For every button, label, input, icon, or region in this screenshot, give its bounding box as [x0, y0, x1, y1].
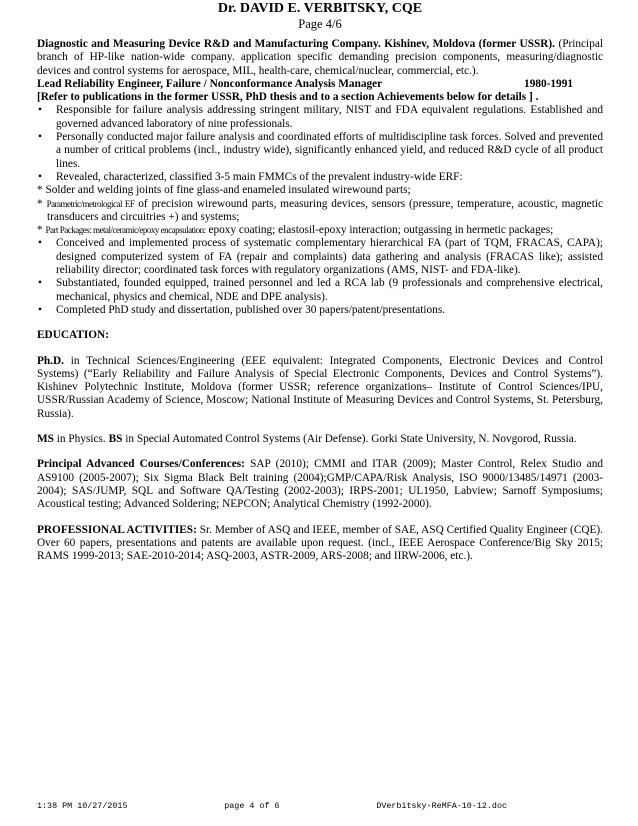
bs-text: in Special Automated Control Systems (Air Defense). Gorki State University, N. Novgorod, Russia. [122, 433, 577, 446]
ms-text: in Physics. [53, 433, 109, 446]
professional-paragraph [37, 524, 603, 564]
list-item [37, 171, 603, 184]
spacer [37, 317, 603, 329]
courses-label: Principal Advanced Courses/Conferences: [37, 458, 245, 471]
job-title: Lead Reliability Engineer, Failure / Nonconformance Analysis Manager [37, 77, 383, 90]
employer-name: Diagnostic and Measuring Device R&D and Manufacturing Company. Kishinev, Moldova (former USSR). [37, 38, 556, 50]
employer-paragraph [37, 38, 603, 78]
courses-paragraph [37, 458, 603, 511]
footer-timestamp: 1:38 PM 10/27/2015 [37, 801, 128, 811]
star-label: Parametric/metrological EF [46, 198, 135, 209]
bullet-icon: • [38, 237, 42, 250]
bullet-icon: • [38, 131, 42, 144]
star-text: epoxy coating; elastosil-epoxy interaction; outgassing in hermetic packages; [205, 224, 554, 237]
spacer [37, 446, 603, 458]
ms-label: MS [37, 433, 54, 446]
phd-text: in Technical Sciences/Engineering (EEE equivalent: Integrated Components, Electronic Devices and Control Systems) (“Early Reliability and Failure Analysis of Special Electronic Components, Devices and Control Systems”). Kishinev Polytechnic Institute, Moldova (former USSR; reference organizations– Institute of Control Sciences/IPU, USSR/Russian Academy of Science, Moscow; National Institute of Measuring Devices and Control Systems, St. Petersburg, Russia). [37, 354, 603, 420]
bullet-icon: • [38, 170, 42, 183]
list-item-text: Responsible for failure analysis addressing stringent military, NIST and FDA equivalent regulations. Established and governed advanced laboratory of nine professionals. [56, 104, 603, 130]
footer-filename: DVerbitsky-ReMFA-10-12.doc [376, 801, 507, 811]
list-item [37, 131, 603, 171]
star-text: of precision wirewound parts, measuring devices, sensors (pressure, temperature, acoustic, magnetic transducers and circuitries +) and systems; [47, 197, 603, 223]
employer-description: (Principal branch of HP-like nation-wide company. application specific demanding precision components, measuring/diagnostic devices and control systems for aerospace, MIL, health-care, chemical/nuclear, commercial, etc.). [37, 38, 603, 77]
spacer [37, 512, 603, 524]
job-title-row [37, 78, 603, 91]
duties-list-a [37, 104, 603, 184]
star-label: Part Packages: metal/ceramic/epoxy encapsulation: [45, 225, 206, 236]
list-item [37, 237, 603, 277]
star-text: Solder and welding joints of fine glass-and enameled insulated wirewound parts; [45, 184, 411, 197]
star-prefix: * [37, 184, 46, 197]
professional-label: PROFESSIONAL ACTIVITIES: [37, 523, 197, 536]
education-heading: EDUCATION: [37, 329, 109, 342]
bullet-icon: • [38, 303, 42, 316]
star-prefix: * [37, 197, 47, 210]
footer-page: page 4 of 6 [224, 801, 280, 811]
bullet-icon: • [38, 104, 42, 117]
list-item [37, 277, 603, 304]
star-item [37, 184, 603, 197]
job-years: 1980-1991 [524, 77, 573, 90]
list-item-text: Revealed, characterized, classified 3-5 main FMMCs of the prevalent industry-wide ERF: [56, 170, 463, 183]
bs-label: BS [108, 433, 123, 446]
spacer [37, 421, 603, 433]
page-header-title: Dr. DAVID E. VERBITSKY, CQE [217, 1, 423, 16]
list-item-text: Personally conducted major failure analysis and coordinated efforts of multidiscipline task forces. Solved and prevented a number of critical problems (incl., industry wide), significantly enhanced yield, and reduced R&D cycle of all product lines. [56, 131, 603, 170]
list-item-text: Completed PhD study and dissertation, published over 30 papers/patent/presentations. [56, 303, 446, 316]
list-item-text: Substantiated, founded equipped, trained personnel and led a RCA lab (9 professionals and comprehensive electrical, mechanical, physics and chemical, NDE and DPE analysis). [56, 277, 603, 303]
bullet-icon: • [38, 277, 42, 290]
star-item [37, 198, 603, 225]
phd-label: Ph.D. [37, 354, 64, 367]
star-prefix: * [37, 224, 46, 237]
phd-paragraph [37, 355, 603, 421]
duties-list-b [37, 237, 603, 317]
page-number: Page 4/6 [298, 17, 342, 31]
refer-note: [Refer to publications in the former USSR, PhD thesis and to a section Achievements below for details ] . [37, 91, 539, 104]
page-footer [37, 801, 507, 811]
star-item [37, 224, 603, 237]
resume-body [37, 38, 603, 563]
spacer [37, 343, 603, 355]
list-item [37, 304, 603, 317]
ms-bs-paragraph [37, 433, 603, 446]
list-item-text: Conceived and implemented process of systematic complementary hierarchical FA (part of TQM, FRACAS, CAPA); designed computerized system of FA (repair and complaints) data gathering and analysis (FRACAS like); assisted reliability director; coordinated task forces with regulatory organizations (AMS, NIST- and FDA-like). [56, 237, 603, 277]
professional-text: Sr. Member of ASQ and IEEE, member of SAE, ASQ Certified Quality Engineer (CQE). Over 60 papers, presentations and patents are available upon request. (incl., IEEE Aerospace Conference/Big Sky 2015; RAMS 1999-2013; SAE-2010-2014; ASQ-2003, ASTR-2009, ARS-2008; and IIRW-2006, etc.). [37, 523, 604, 563]
list-item [37, 104, 603, 131]
courses-text: SAP (2010); CMMI and ITAR (2009); Master Control, Relex Studio and AS9100 (2005-2007); Six Sigma Black Belt training (2004);GMP/CAPA/Risk Analysis, ISO 9000/13485/14971 (2003-2004); SAS/JUMP, SQL and Software QA/Testing (2002-2003); IRPS-2001; UL1950, Labview; Sarnoff Symposiums; Acoustical testing; Advanced Soldering; NEPCON; Analytical Chemistry (1992-2000). [37, 458, 603, 511]
